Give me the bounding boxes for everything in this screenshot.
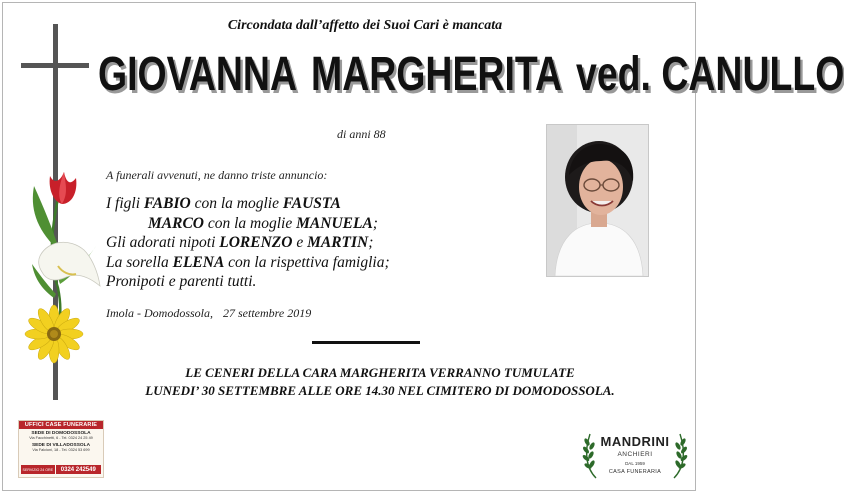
- date-text: 27 settembre 2019: [223, 306, 312, 320]
- deceased-middle-name: MARGHERITA: [311, 48, 563, 101]
- place-date: [106, 306, 311, 321]
- logo-subtitle: ANCHIERI: [617, 451, 653, 458]
- agency-phone-row: [21, 465, 101, 474]
- family-line-grandchildren: Gli adorati nipoti LORENZO e MARTIN;: [106, 234, 374, 251]
- portrait-photo: [546, 124, 649, 277]
- intro-text: Circondata dall’affetto dei Suoi Cari è mancata: [227, 18, 503, 33]
- agency-phone-label: SERVIZIO 24 ORE: [21, 465, 55, 474]
- cross-horizontal-bar: [21, 63, 89, 68]
- family-list: [106, 194, 390, 292]
- agency-office2: SEDE DI VILLADOSSOLA: [31, 443, 91, 448]
- logo-type: CASA FUNERARIA: [608, 469, 662, 475]
- agency-phone-number: 0324 242549: [56, 465, 101, 474]
- deceased-first-name: GIOVANNA: [98, 48, 297, 101]
- funeral-agency-card: [18, 420, 104, 478]
- yellow-daisy-icon: [25, 305, 83, 363]
- deceased-surname: ved. CANULLO: [576, 48, 844, 101]
- burial-notice: [70, 364, 690, 400]
- flowers-illustration: [18, 168, 108, 368]
- agency-office1-address: Via Facchinetti, 6 - Tel. 0324 24 25 49: [29, 436, 93, 440]
- family-line-son: MARCO con la moglie MANUELA;: [148, 214, 378, 232]
- age-text: di anni 88: [337, 127, 386, 141]
- family-line-children: I figli FABIO con la moglie FAUSTA: [106, 195, 341, 212]
- family-line-sister: La sorella ELENA con la rispettiva famiglia;: [106, 253, 390, 271]
- announcement-text: A funerali avvenuti, ne danno triste annuncio:: [106, 168, 328, 182]
- mandrini-logo: [580, 430, 690, 482]
- logo-brand: MANDRINI: [600, 434, 670, 449]
- logo-since: DAL 1959: [625, 461, 645, 466]
- tulip-icon: [50, 172, 77, 204]
- calla-lily-icon: [39, 242, 100, 286]
- agency-header: UFFICI CASE FUNERARIE: [19, 421, 103, 429]
- agency-office2-address: Via Falcioni, 18 - Tel. 0324 53 699: [32, 448, 90, 452]
- family-line-relatives: Pronipoti e parenti tutti.: [106, 273, 257, 290]
- deceased-name: [98, 44, 844, 106]
- burial-notice-line1: LE CENERI DELLA CARA MARGHERITA VERRANNO TUMULATE: [185, 365, 575, 380]
- portrait-image: [547, 125, 648, 276]
- agency-office1: SEDE DI DOMODOSSOLA: [31, 431, 91, 436]
- place-text: Imola - Domodossola,: [106, 306, 213, 320]
- divider-line: [312, 341, 420, 344]
- burial-notice-line2: LUNEDI’ 30 SETTEMBRE ALLE ORE 14.30 NEL CIMITERO DI DOMODOSSOLA.: [145, 383, 615, 398]
